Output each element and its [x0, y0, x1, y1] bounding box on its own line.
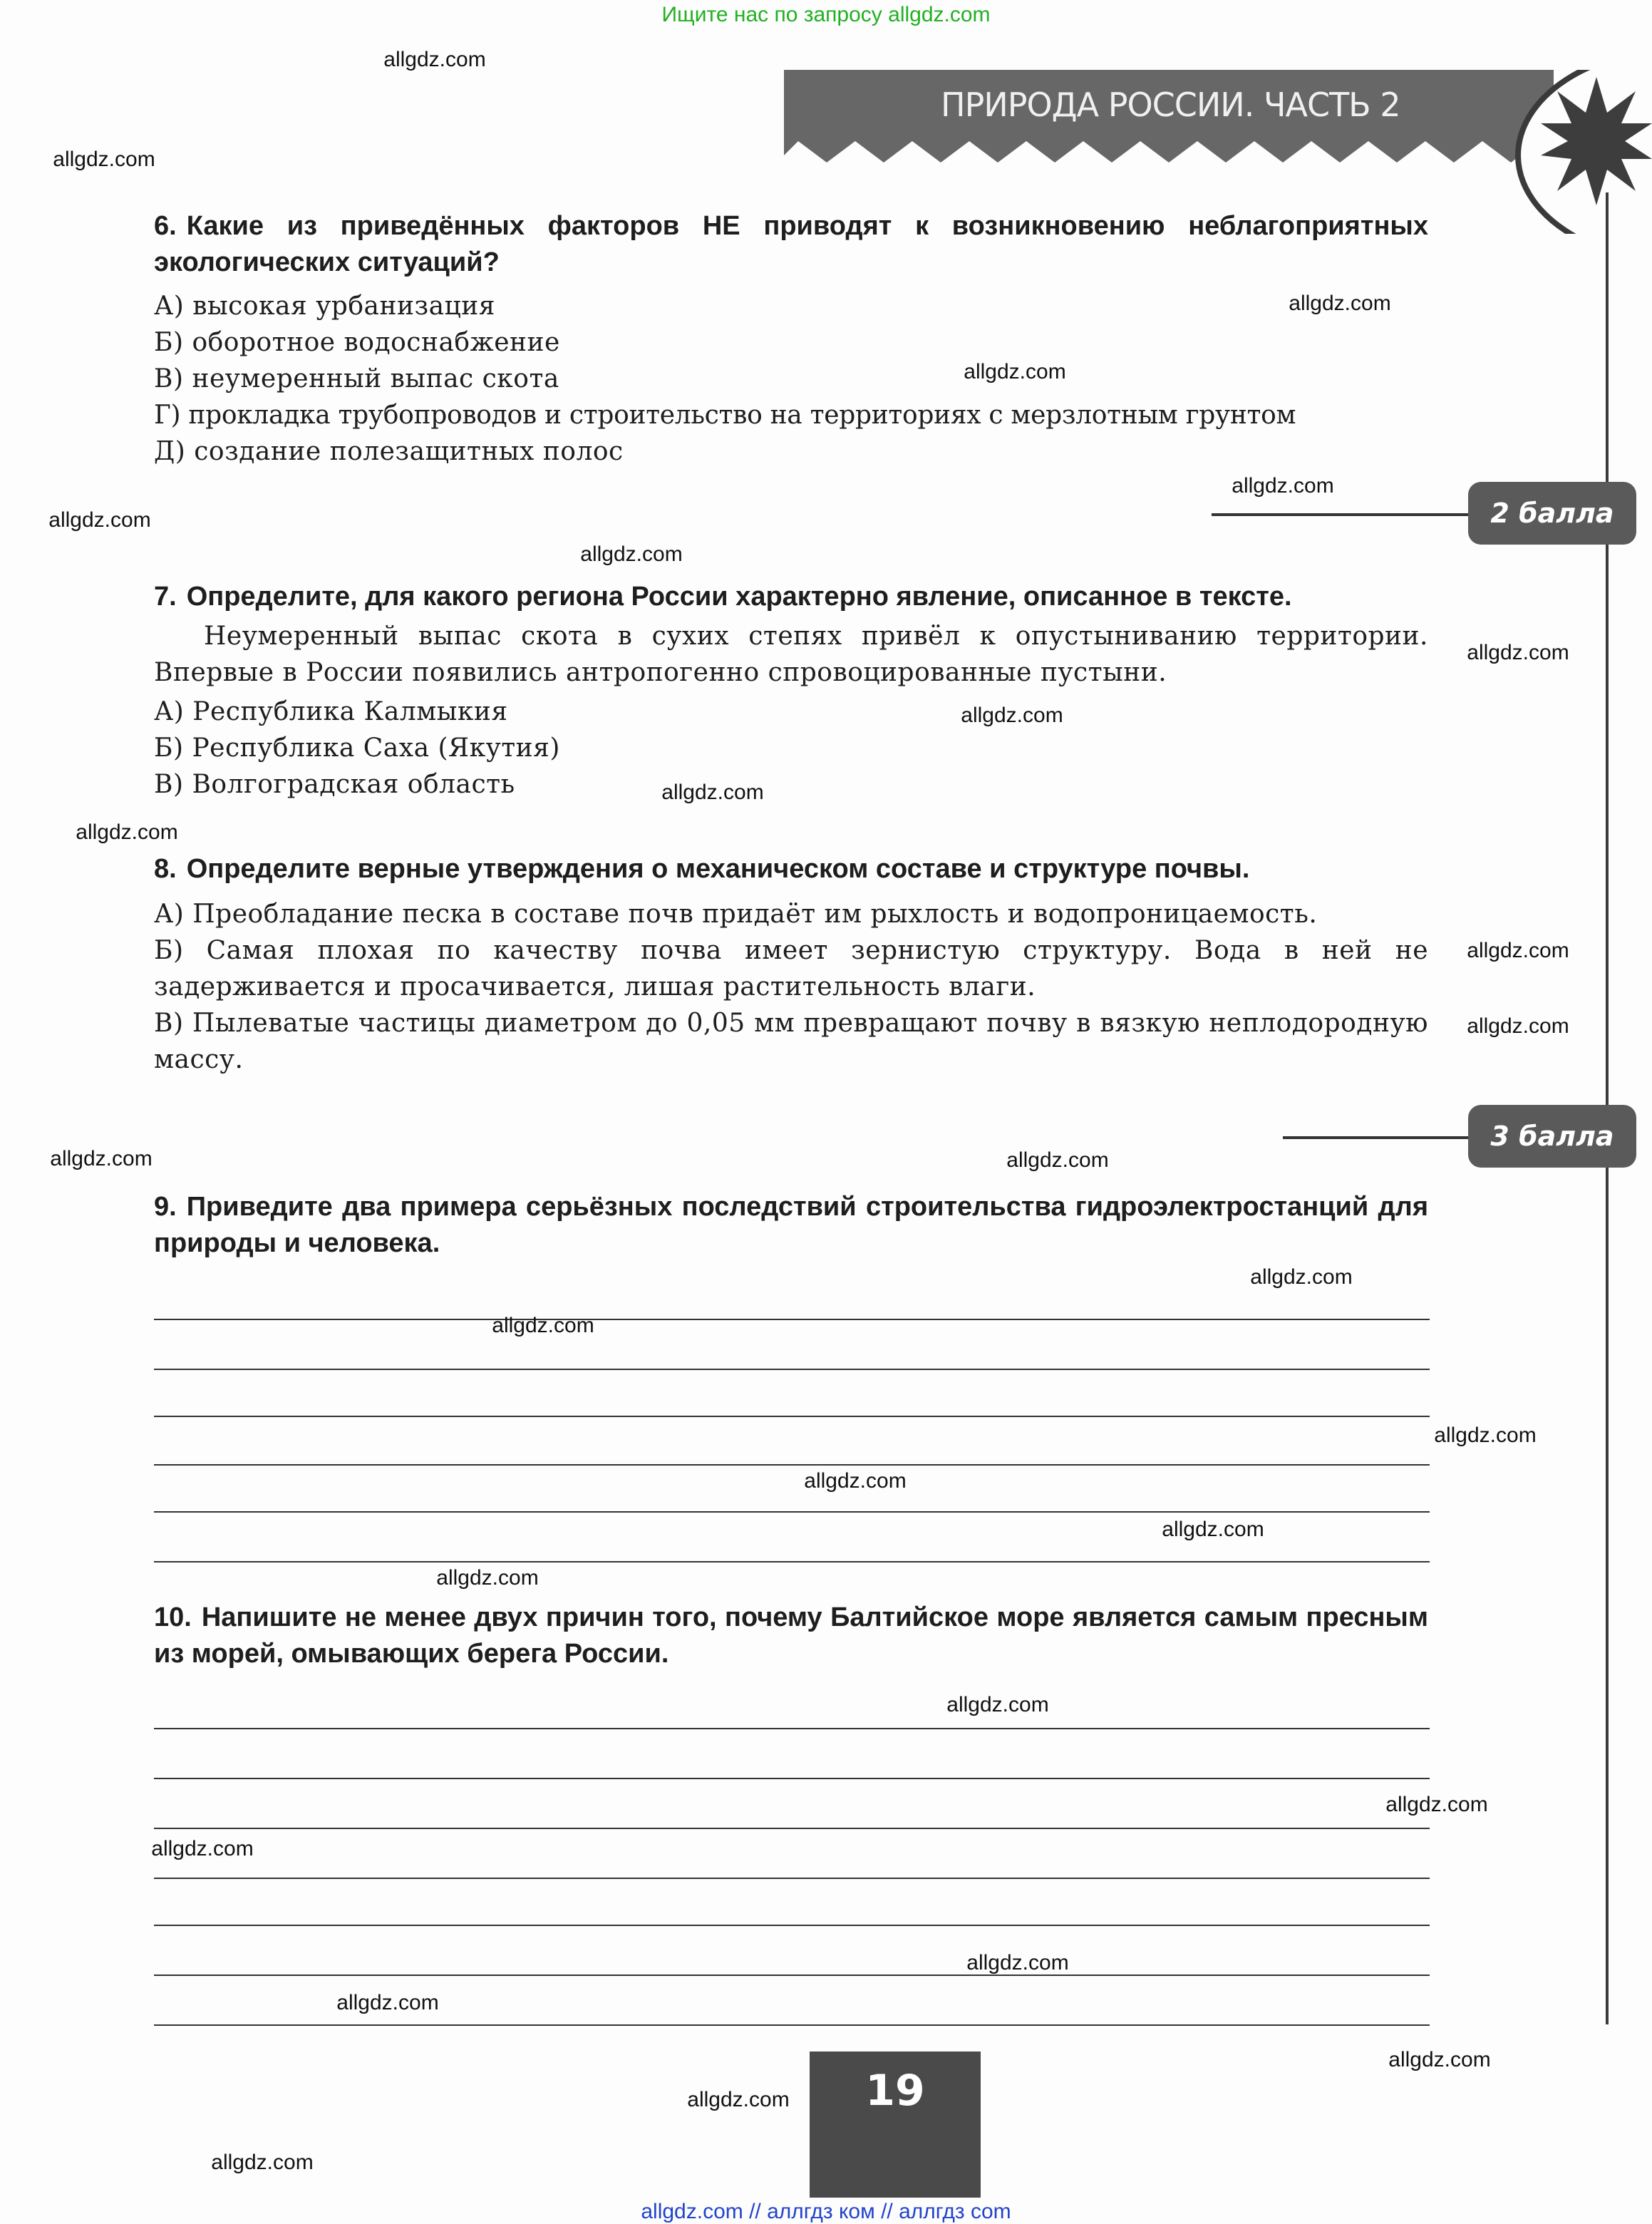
watermark: allgdz.com	[1467, 939, 1569, 962]
top-search-hint: Ищите нас по запросу allgdz.com	[661, 3, 991, 26]
points-badge-2: 2 балла	[1468, 482, 1636, 545]
watermark: allgdz.com	[946, 1693, 1049, 1716]
watermark: allgdz.com	[336, 1991, 439, 2014]
badge-connector	[1212, 513, 1468, 516]
watermark: allgdz.com	[53, 148, 155, 171]
question-number: 7.	[154, 582, 177, 612]
watermark: allgdz.com	[964, 360, 1066, 383]
watermark: allgdz.com	[1467, 641, 1569, 664]
watermark: allgdz.com	[1162, 1518, 1264, 1541]
answer-line[interactable]	[154, 1975, 1430, 1976]
answer-line[interactable]	[154, 2024, 1430, 2026]
answer-line[interactable]	[154, 1561, 1430, 1563]
question-number: 9.	[154, 1192, 177, 1222]
answer-line[interactable]	[154, 1878, 1430, 1879]
bottom-site-links: allgdz.com // аллгдз ком // аллгдз com	[641, 2200, 1011, 2223]
answer-line[interactable]	[154, 1416, 1430, 1417]
answer-line[interactable]	[154, 1778, 1430, 1779]
option: В) Волгоградская область	[154, 770, 515, 799]
watermark: allgdz.com	[211, 2151, 314, 2174]
question-10	[154, 1600, 1428, 1672]
points-badge-3: 3 балла	[1468, 1105, 1636, 1168]
watermark: allgdz.com	[151, 1837, 254, 1860]
watermark: allgdz.com	[687, 2088, 790, 2111]
answer-line[interactable]	[154, 1319, 1430, 1320]
watermark: allgdz.com	[1289, 292, 1391, 315]
watermark: allgdz.com	[1232, 474, 1334, 498]
question-7	[154, 579, 1428, 803]
watermark: allgdz.com	[76, 820, 178, 844]
option: А) Республика Калмыкия	[154, 697, 508, 726]
watermark: allgdz.com	[1388, 2048, 1491, 2071]
watermark: allgdz.com	[966, 1951, 1069, 1975]
question-text: Приведите два примера серьёзных последствий строительства гидроэлектростанций для природы и человека.	[154, 1192, 1428, 1258]
answer-line[interactable]	[154, 1464, 1430, 1466]
question-9	[154, 1189, 1428, 1262]
option: В) Пылеватые частицы диаметром до 0,05 мм превращают почву в вязкую неплодородную массу.	[154, 1009, 1428, 1074]
watermark: allgdz.com	[1385, 1793, 1488, 1816]
watermark: allgdz.com	[1250, 1265, 1353, 1289]
chapter-header	[784, 70, 1652, 163]
answer-line[interactable]	[154, 1925, 1430, 1926]
watermark: allgdz.com	[1467, 1014, 1569, 1038]
watermark: allgdz.com	[50, 1147, 153, 1170]
option: А) высокая урбанизация	[154, 292, 495, 321]
watermark: allgdz.com	[48, 508, 151, 532]
question-passage: Неумеренный выпас скота в сухих степях привёл к опустыниванию территории. Впервые в России появились антропогенно спровоцированные пустыни.	[154, 622, 1428, 687]
option: Б) оборотное водоснабжение	[154, 328, 560, 357]
question-number: 6.	[154, 211, 177, 241]
watermark: allgdz.com	[383, 48, 486, 71]
question-number: 8.	[154, 854, 177, 884]
option: А) Преобладание песка в составе почв придаёт им рыхлость и водопроницаемость.	[154, 900, 1318, 929]
question-number: 10.	[154, 1602, 192, 1632]
option: Г) прокладка трубопроводов и строительство на территориях с мерзлотным грунтом	[154, 401, 1296, 430]
watermark: allgdz.com	[804, 1469, 907, 1493]
question-text: Какие из приведённых факторов НЕ приводят к возникновению неблагоприятных экологических ситуаций?	[154, 211, 1428, 277]
question-6	[154, 208, 1428, 470]
answer-line[interactable]	[154, 1369, 1430, 1370]
option: Д) создание полезащитных полос	[154, 437, 624, 466]
question-text: Определите, для какого региона России характерно явление, описанное в тексте.	[186, 582, 1292, 612]
watermark: allgdz.com	[1006, 1148, 1109, 1172]
option: Б) Республика Саха (Якутия)	[154, 733, 560, 763]
watermark: allgdz.com	[661, 781, 764, 804]
question-text: Определите верные утверждения о механическом составе и структуре почвы.	[186, 854, 1250, 884]
badge-connector	[1283, 1136, 1468, 1139]
chapter-title: ПРИРОДА РОССИИ. ЧАСТЬ 2	[941, 86, 1400, 124]
watermark: allgdz.com	[580, 542, 683, 566]
option: Б) Самая плохая по качеству почва имеет зернистую структуру. Вода в ней не задерживается и просачивается, лишая растительность влаги.	[154, 936, 1428, 1002]
question-8	[154, 851, 1428, 1078]
option: В) неумеренный выпас скота	[154, 364, 559, 393]
watermark: allgdz.com	[436, 1566, 539, 1590]
answer-line[interactable]	[154, 1511, 1430, 1513]
watermark: allgdz.com	[1434, 1424, 1537, 1447]
page-number: 19	[865, 2066, 925, 2116]
answer-line[interactable]	[154, 1728, 1430, 1729]
question-text: Напишите не менее двух причин того, почему Балтийское море является самым пресным из морей, омывающих берега России.	[154, 1602, 1428, 1669]
watermark: allgdz.com	[961, 704, 1063, 727]
watermark: allgdz.com	[492, 1314, 594, 1337]
page-number-box	[810, 2051, 981, 2198]
answer-line[interactable]	[154, 1828, 1430, 1829]
